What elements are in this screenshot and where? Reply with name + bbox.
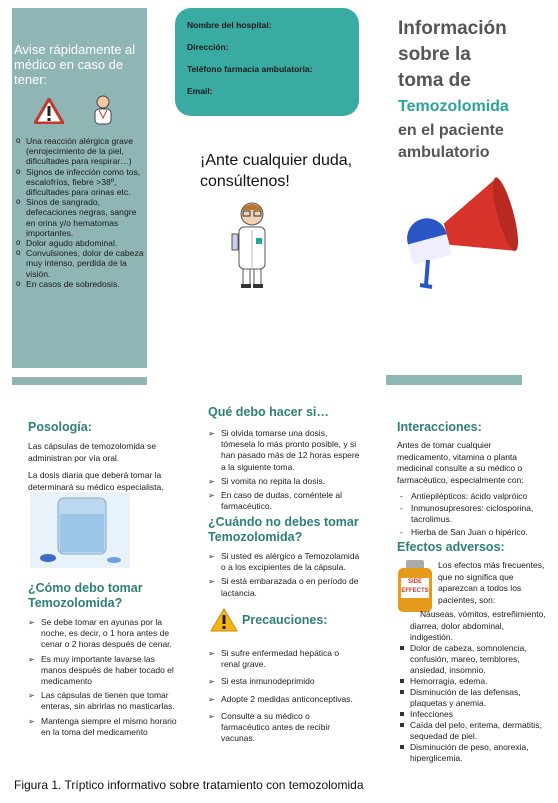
list-item: Disminución de peso, anorexia, hiperglicemia. [398,742,548,764]
cover-line: en el paciente [398,122,504,139]
section-heading: ¿Cómo debo tomar Temozolomida? [28,581,143,610]
email-label: Email: [187,86,213,96]
list-item: Disminución de las defensas, plaquetas y anemia. [398,687,548,709]
paragraph: Antes de tomar cualquier medicamento, vitamina o planta medicinal consulte a su médico o farmacéutico, especialmente con: [397,440,524,485]
cover-title [398,16,548,164]
efectos-list [398,643,548,764]
glass-pills-photo [30,492,130,568]
posologia-section [28,420,178,493]
que-hacer-section [208,405,363,515]
cover-line: toma de [398,70,471,91]
section-heading: Posología: [28,420,92,434]
cuando-no-section [208,515,363,602]
list-item: Náuseas, vómitos, estreñimiento, diarrea, dolor abdominal, indigestión. [410,609,546,642]
list-item: ➢ Si está embarazada o en período de lactancia. [208,576,363,598]
divider [12,377,147,385]
section-heading: Precauciones: [242,613,328,627]
que-hacer-list [208,428,363,512]
list-item: - Inmunosupresores: ciclosporina, tacrolimus. [397,503,547,525]
list-item: ➢ Se debe tomar en ayunas por la noche, es decir, o 1 hora antes de cenar o 2 horas después de cenar. [28,617,180,651]
divider [386,375,522,385]
section-heading: Efectos adversos: [397,540,505,554]
list-item: Hemorragia, edema. [398,676,548,687]
list-item: ➢ Si vomita no repita la dosis. [208,476,363,487]
como-tomar-list [28,617,180,738]
list-item: ➢ Consulte a su médico o farmacéutico antes de recibir vacunas. [208,711,358,745]
cover-line: Información [398,18,507,39]
warning-panel [12,8,147,368]
list-item: o Convulsiones, dolor de cabeza muy intenso, perdida de la visión. [16,248,146,279]
section-heading: Qué debo hacer si… [208,405,329,419]
pill-megaphone-illustration [398,170,528,300]
address-label: Dirección: [187,42,229,52]
figure-caption: Figura 1. Tríptico informativo sobre tratamiento con temozolomida [14,778,364,792]
warning-title: Avise rápidamente al médico en caso de tener: [14,42,136,87]
list-item: Caída del pelo, eritema, dermatitis, sequedad de piel. [398,720,548,742]
hospital-info-box [175,8,359,116]
list-item: ➢ Mantenga siempre el mismo horario en la toma del medicamento [28,716,180,738]
list-item: ➢ Adopte 2 medidas anticonceptivas. [208,694,358,705]
list-item: ➢ Si esta inmunodeprimido [208,676,358,687]
hospital-name-label: Nombre del hospital: [187,20,272,30]
list-item: o Sinos de sangrado, defecaciones negras, sangre en orina y/o hematomas importantes. [16,197,146,238]
interacciones-list [397,491,547,538]
list-item: ➢ Si sufre enfermedad hepática o renal grave. [208,648,358,670]
list-item: o En casos de sobredosis. [16,279,146,289]
warning-triangle-icon [34,98,64,124]
list-item: ➢ Si olvida tomarse una dosis, tómesela lo más pronto posible, y si han pasado más de 12 horas espere a la siguiente toma. [208,428,363,473]
como-tomar-section [28,581,180,741]
precauciones-list [208,648,358,747]
list-item: Dolor de cabeza, somnolencia, confusión, mareo, temblores, ansiedad, insomnio. [398,643,548,676]
phone-label: Teléfono farmacia ambulatoria: [187,64,313,74]
warning-list [16,136,146,289]
pharmacist-illustration [228,198,276,290]
list-item: ➢ Si usted es alérgico a Temozolamida o a los excipientes de la cápsula. [208,551,363,573]
section-heading: Interacciones: [397,420,482,434]
list-item: o Signos de infección como tos, escalofríos, fiebre >38º, dificultades para orinas etc. [16,167,146,198]
paragraph: La dosis diaria que deberá tomar la determinará su médico especialista. [28,470,164,492]
list-item: Infecciones [398,709,548,720]
interacciones-section [397,420,547,539]
list-item: ➢ Las cápsulas de tienen que tomar enteras, sin abrirlas no masticarlas. [28,690,180,712]
cover-line: sobre la [398,44,471,65]
badge-text: EFFECTS [401,588,429,594]
cover-line: ambulatorio [398,144,490,161]
ask-us-text: ¡Ante cualquier duda, consúltenos! [200,152,353,190]
paragraph: Los efectos más frecuentes, que no significa que aparezcan a todos los pacientes, son: [438,560,545,605]
list-item: ➢ Es muy importante lavarse las manos después de haber tocado el medicamento [28,654,180,688]
list-item: - Hierba de San Juan o hipérico. [397,527,547,538]
list-item: o Una reacción alérgica grave (enrojecimiento de la piel, dificultades para respirar…) [16,136,146,167]
section-heading: ¿Cuándo no debes tomar Temozolomida? [208,515,359,544]
side-effects-bottle-icon [398,560,432,612]
warning-triangle-icon [210,608,238,632]
doctor-icon [90,94,116,126]
badge-text: SIDE [407,579,422,585]
list-item: o Dolor agudo abdominal. [16,238,146,248]
drug-name: Temozolomida [398,98,509,115]
cuando-no-list [208,551,363,599]
list-item: - Antiepilépticos: ácido valpróico [397,491,547,502]
list-item: ➢ En caso de dudas, coméntele al farmacéutico. [208,490,363,512]
paragraph: Las cápsulas de temozolomida se administran por vía oral. [28,441,157,463]
